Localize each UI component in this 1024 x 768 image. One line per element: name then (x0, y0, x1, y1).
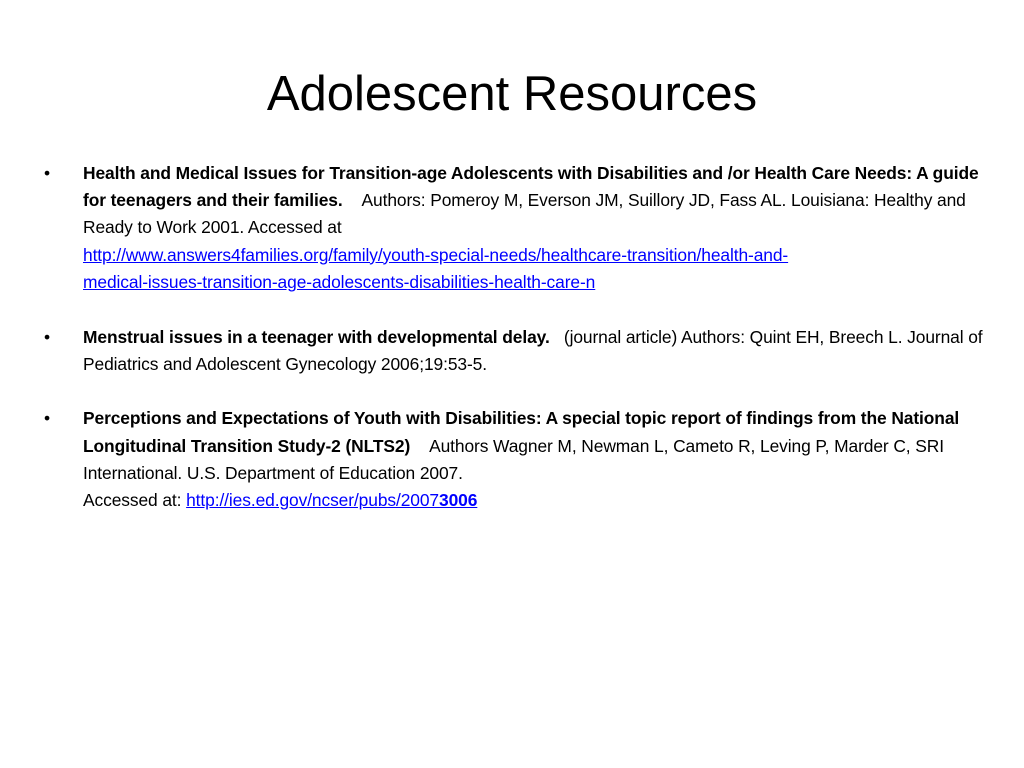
resource-spacer (347, 190, 361, 210)
resource-item-menstrual-issues (44, 324, 994, 378)
resource-link-bold-suffix: 3006 (439, 490, 478, 511)
resource-list (44, 160, 994, 542)
resource-title: Perceptions and Expectations of Youth with Disabilities: A special topic report of findings from the National Longitudinal Transition Study-2 (NLTS2) (83, 408, 960, 456)
resource-details: Authors Wagner M, Newman L, Cameto R, Leving P, Marder C, SRI International. U.S. Department of Education 2007. (83, 435, 944, 483)
resource-link-continued[interactable] (83, 272, 595, 292)
bullet-icon: • (44, 163, 50, 183)
resource-link-main: http://ies.ed.gov/ncser/pubs/2007 (186, 490, 440, 511)
resource-item-health-medical-guide (44, 160, 994, 296)
resource-title: Health and Medical Issues for Transition-age Adolescents with Disabilities and /or Health Care Needs: A guide for teenagers and their families. (83, 163, 979, 211)
slide-title: Adolescent Resources (266, 67, 758, 121)
resource-link[interactable] (186, 490, 477, 510)
bullet-icon: • (44, 408, 50, 429)
resource-spacer (415, 436, 429, 456)
resource-accessed-label: Accessed at: (83, 490, 182, 511)
resource-link-line-1: http://www.answers4families.org/family/youth-special-needs/healthcare-transition/health-and- (83, 244, 789, 265)
resource-title: Menstrual issues in a teenager with developmental delay. (83, 327, 550, 348)
resource-details: Authors: Pomeroy M, Everson JM, Suillory JD, Fass AL. Louisiana: Healthy and Ready to Work 2001. Accessed at (83, 190, 966, 238)
resource-spacer (554, 327, 563, 347)
resource-item-perceptions-expectations (44, 405, 994, 514)
resource-details: (journal article) Authors: Quint EH, Breech L. Journal of Pediatrics and Adolescent Gynecology 2006;19:53-5. (83, 327, 983, 375)
resource-link-line-2: medical-issues-transition-age-adolescents-disabilities-health-care-n (83, 271, 596, 292)
bullet-icon: • (44, 327, 50, 348)
resource-link[interactable] (83, 245, 788, 265)
